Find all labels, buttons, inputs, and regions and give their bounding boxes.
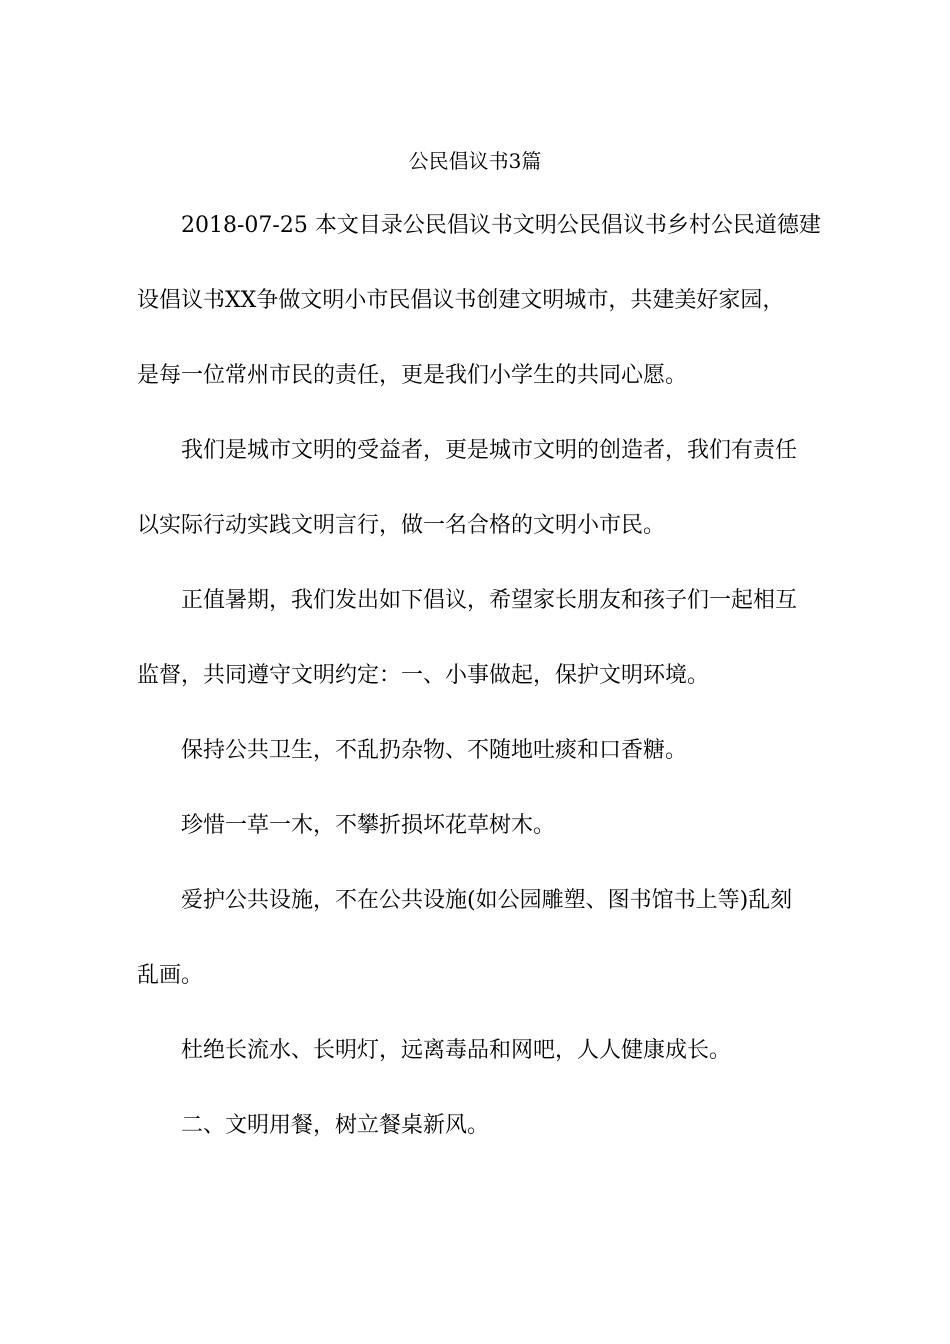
- paragraph-line: 爱护公共设施，不在公共设施(如公园雕塑、图书馆书上等)乱刻: [181, 888, 793, 913]
- paragraph-line: 二、文明用餐，树立餐桌新风。: [181, 1113, 490, 1138]
- paragraph-line: 是每一位常州市民的责任，更是我们小学生的共同心愿。: [137, 363, 688, 388]
- document-title: 公民倡议书3篇: [408, 149, 542, 173]
- paragraph-line: 杜绝长流水、长明灯，远离毒品和网吧，人人健康成长。: [181, 1038, 732, 1063]
- paragraph-line: 监督，共同遵守文明约定：一、小事做起，保护文明环境。: [137, 663, 710, 688]
- paragraph-line: 乱画。: [137, 963, 204, 988]
- paragraph-line: 以实际行动实践文明言行，做一名合格的文明小市民。: [137, 513, 666, 538]
- paragraph-line: 2018-07-25 本文目录公民倡议书文明公民倡议书乡村公民道德建: [181, 213, 821, 238]
- paragraph-line: 珍惜一草一木，不攀折损坏花草树木。: [181, 813, 556, 838]
- paragraph-line: 正值暑期，我们发出如下倡议，希望家长朋友和孩子们一起相互: [181, 588, 798, 613]
- paragraph-line: 保持公共卫生，不乱扔杂物、不随地吐痰和口香糖。: [181, 738, 688, 763]
- paragraph-line: 我们是城市文明的受益者，更是城市文明的创造者，我们有责任: [181, 438, 798, 463]
- paragraph-line: 设倡议书XX争做文明小市民倡议书创建文明城市，共建美好家园，: [137, 288, 785, 313]
